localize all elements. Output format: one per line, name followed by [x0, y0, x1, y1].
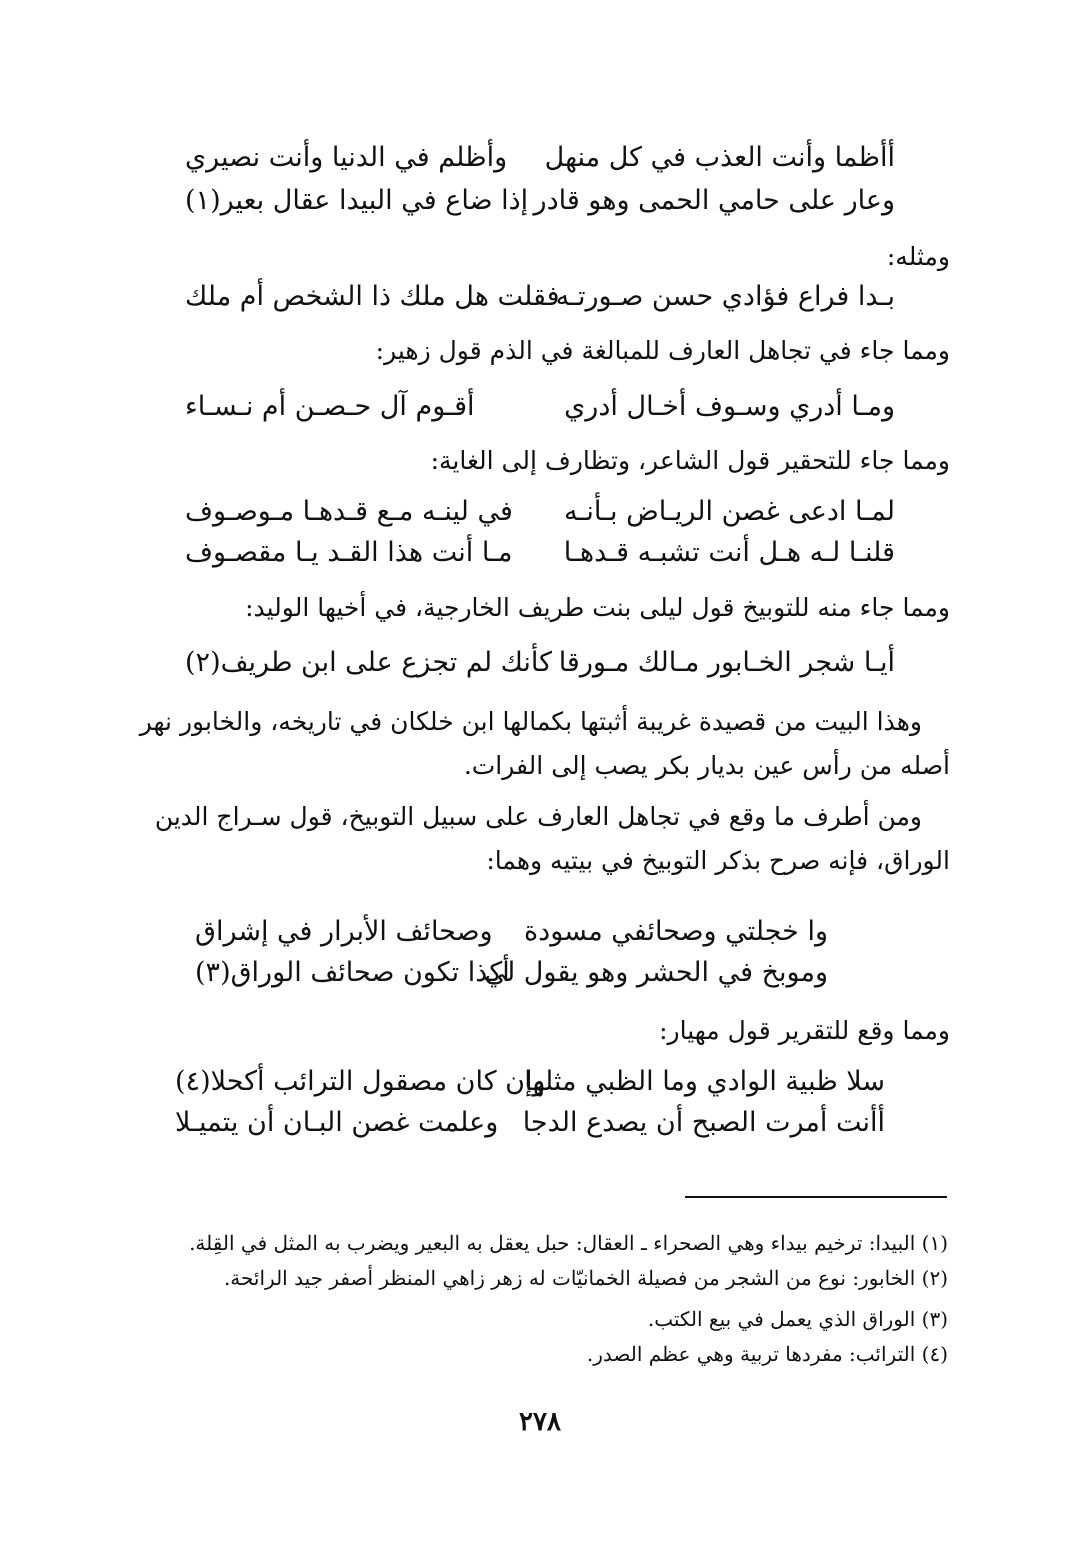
hemistich-first: لمـا ادعى غصن الريـاض بـأنـه [563, 496, 895, 527]
prose-paragraph [130, 795, 950, 883]
footnote: (٢) الخابور: نوع من الشجر من فصيلة الخمانيّات له زهر زاهي المنظر أصفر جيد الرائحة. [223, 1266, 948, 1290]
hemistich-first: أيـا شجر الخـابور مـالك مـورقا [558, 647, 895, 678]
hemistich-second: أكذا تكون صحائف الوراق(٣) [195, 957, 510, 988]
verse-line [0, 1062, 1080, 1102]
verse-line [0, 643, 1080, 683]
verse-line [0, 492, 1080, 532]
verse-line [0, 1103, 1080, 1143]
hemistich-first: وموبخ في الحشر وهو يقول لي [484, 957, 828, 988]
verse-line [0, 277, 1080, 317]
intro-line: ومما وقع للتقرير قول مهيار: [659, 1016, 950, 1045]
hemistich-second: فقلت هل ملك ذا الشخص أم ملك [185, 281, 560, 312]
verse-line [0, 387, 1080, 427]
footnote: (٤) الترائب: مفردها تربية وهي عظم الصدر. [586, 1342, 948, 1366]
page-number: ٢٧٨ [519, 1407, 561, 1437]
paragraph-line: ومن أطرف ما وقع في تجاهل العارف على سبيل التوبيخ، قول سـراج الدين [154, 802, 922, 831]
hemistich-second: وعلمت غصن البـان أن يتميـلا [175, 1107, 499, 1138]
footnote: (١) البيدا: ترخيم بيداء وهي الصحراء ـ العقال: حبل يعقل به البعير ويضرب به المثل في القِلة. [189, 1231, 948, 1255]
hemistich-second: كأنك لم تجزع على ابن طريف(٢) [185, 647, 552, 678]
intro-line: ومما جاء للتحقير قول الشاعر، وتظارف إلى الغاية: [430, 446, 950, 475]
hemistich-first: بـدا فراع فؤادي حسن صـورتـه [555, 281, 895, 312]
hemistich-first: أأظما وأنت العذب في كل منهل [544, 142, 895, 173]
hemistich-second: وصحائف الأبرار في إشراق [195, 916, 493, 947]
paragraph-line: الوراق، فإنه صرح بذكر التوبيخ في بيتيه وهما: [486, 846, 950, 875]
hemistich-first: وا خجلتي وصحائفي مسودة [524, 916, 828, 947]
paragraph-line: وهذا البيت من قصيدة غريبة أثبتها بكمالها ابن خلكان في تاريخه، والخابور نهر [139, 707, 922, 736]
hemistich-second: في لينـه مـع قـدهـا مـوصـوف [185, 496, 513, 527]
hemistich-first: قلنـا لـه هـل أنت تشبـه قـدهـا [563, 537, 895, 568]
footnote: (٣) الوراق الذي يعمل في بيع الكتب. [647, 1307, 948, 1331]
verse-line [0, 912, 1080, 952]
intro-line: ومما جاء في تجاهل العارف للمبالغة في الذم قول زهير: [375, 336, 950, 365]
hemistich-second: وأظلم في الدنيا وأنت نصيري [185, 142, 508, 173]
verse-line [0, 181, 1080, 221]
hemistich-second: وإن كان مصقول الترائب أكحلا(٤) [175, 1066, 546, 1097]
hemistich-first: سلا ظبية الوادي وما الظبي مثلها [524, 1066, 885, 1097]
verse-line [0, 138, 1080, 178]
hemistich-first: وعار على حامي الحمى وهو قادر [533, 185, 895, 216]
intro-line: ومثله: [886, 242, 950, 271]
hemistich-second: أقـوم آل حـصـن أم نـسـاء [185, 391, 475, 422]
intro-line: ومما جاء منه للتوبيخ قول ليلى بنت طريف الخارجية، في أخيها الوليد: [245, 593, 950, 622]
verse-line [0, 953, 1080, 993]
hemistich-second: إذا ضاع في البيدا عقال بعير(١) [185, 185, 529, 216]
verse-line [0, 533, 1080, 573]
hemistich-first: أأنت أمرت الصبح أن يصدع الدجا [522, 1107, 885, 1138]
hemistich-first: ومـا أدري وسـوف أخـال أدري [564, 391, 895, 422]
footnote-separator [685, 1196, 947, 1198]
prose-paragraph [130, 700, 950, 788]
paragraph-line: أصله من رأس عين بديار بكر يصب إلى الفرات. [463, 751, 950, 780]
hemistich-second: مـا أنت هذا القـد يـا مقصـوف [185, 537, 513, 568]
